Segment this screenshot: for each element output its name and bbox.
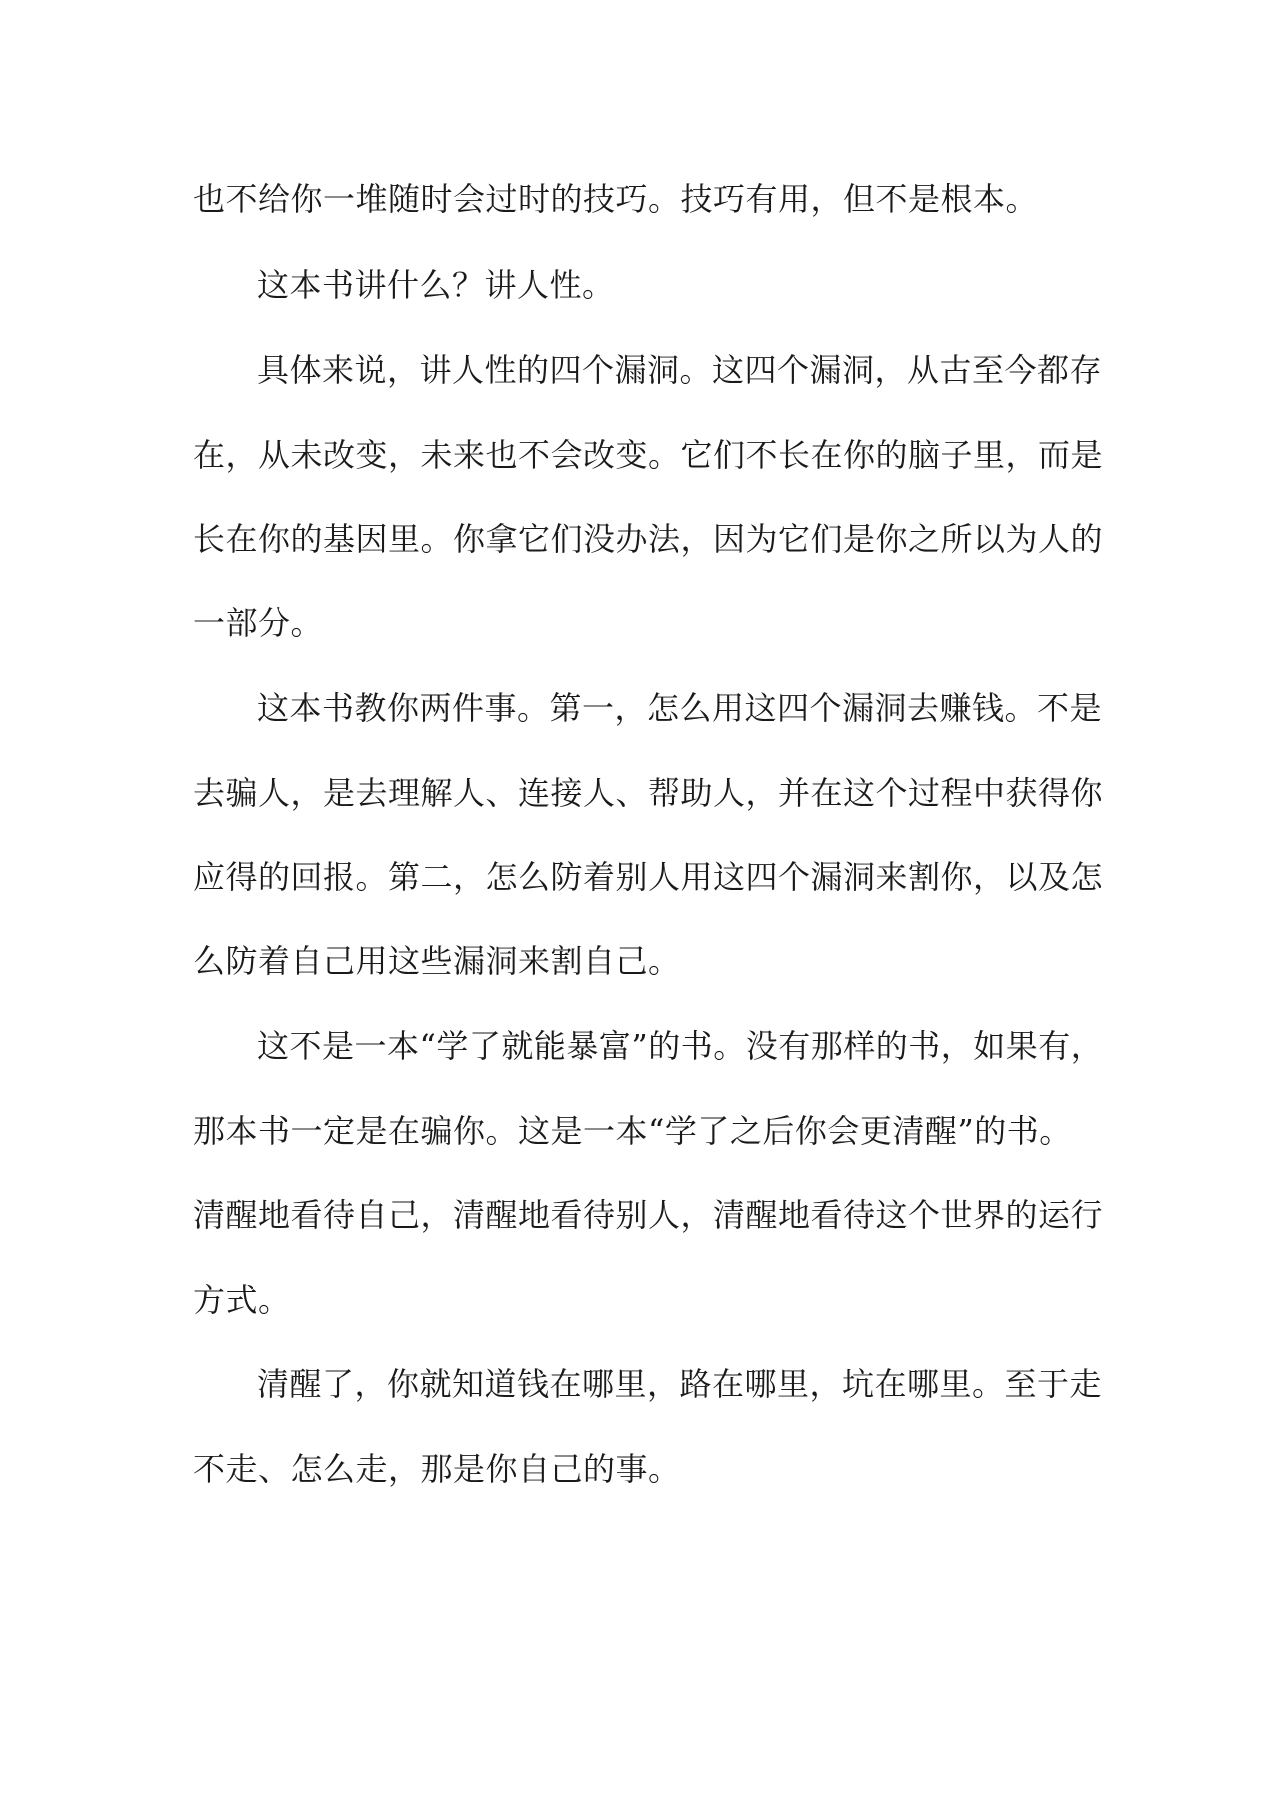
text-line: 不走、怎么走，那是你自己的事。 [193,1450,681,1488]
text-line: 具体来说，讲人性的四个漏洞。这四个漏洞，从古至今都存 [257,351,1103,389]
text-line: 么防着自己用这些漏洞来割自己。 [193,942,681,980]
text-line: 这本书教你两件事。第一，怎么用这四个漏洞去赚钱。不是 [257,689,1103,727]
text-line: 这不是一本“学了就能暴富”的书。没有那样的书，如果有， [257,1027,1104,1065]
text-line: 清醒了，你就知道钱在哪里，路在哪里，坑在哪里。至于走 [257,1365,1103,1403]
text-line: 一部分。 [193,604,324,642]
text-line: 也不给你一堆随时会过时的技巧。技巧有用，但不是根本。 [193,180,1039,218]
text-line: 那本书一定是在骗你。这是一本“学了之后你会更清醒”的书。 [193,1112,1072,1150]
text-line: 去骗人，是去理解人、连接人、帮助人，并在这个过程中获得你 [193,774,1104,812]
text-line: 应得的回报。第二，怎么防着别人用这四个漏洞来割你，以及怎 [193,858,1104,896]
text-line: 在，从未改变，未来也不会改变。它们不长在你的脑子里，而是 [193,436,1104,474]
text-line: 清醒地看待自己，清醒地看待别人，清醒地看待这个世界的运行 [193,1196,1104,1234]
text-line: 长在你的基因里。你拿它们没办法，因为它们是你之所以为人的 [193,520,1104,558]
text-line: 这本书讲什么？讲人性。 [257,266,615,304]
text-line: 方式。 [193,1281,291,1319]
